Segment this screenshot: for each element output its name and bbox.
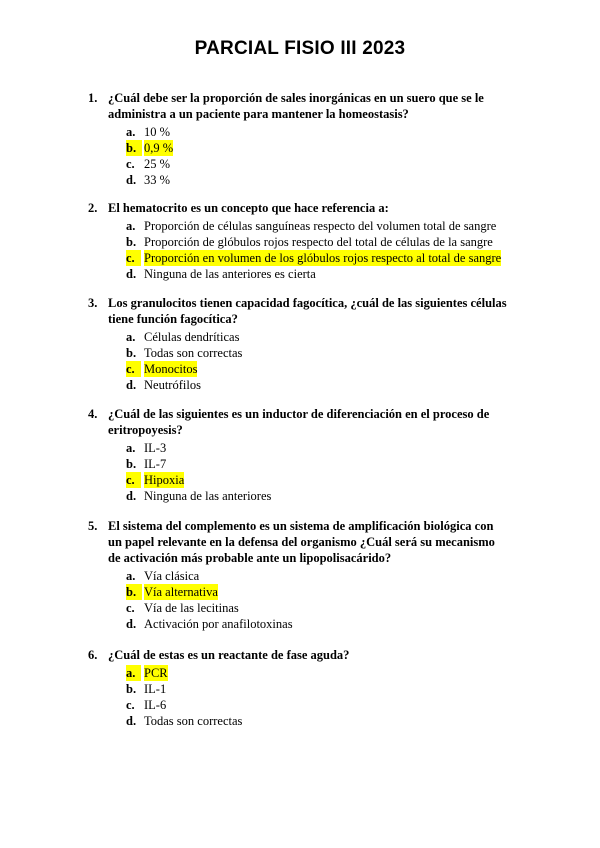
option-d[interactable]: d. Activación por anafilotoxinas [126, 617, 293, 631]
options-list [88, 329, 508, 393]
option-b[interactable]: b. Proporción de glóbulos rojos respecto del total de células de la sangre [126, 235, 493, 249]
options-list [88, 218, 508, 282]
question-number: 4. [88, 407, 98, 421]
option-d[interactable]: d. Ninguna de las anteriores [126, 489, 272, 503]
option-b-highlighted[interactable]: b. 0,9 % [126, 141, 174, 155]
question-1 [88, 90, 508, 188]
option-d[interactable]: d. 33 % [126, 173, 171, 187]
option-c-highlighted[interactable]: c. Proporción en volumen de los glóbulos rojos respecto al total de sangre [126, 251, 502, 265]
option-b[interactable]: b. IL-1 [126, 682, 167, 696]
question-6 [88, 647, 508, 729]
option-d[interactable]: d. Ninguna de las anteriores es cierta [126, 267, 316, 281]
option-c-highlighted[interactable]: c. Monocitos [126, 362, 198, 376]
question-3 [88, 295, 508, 393]
options-list [88, 440, 508, 504]
option-a[interactable]: a. Vía clásica [126, 569, 200, 583]
option-b[interactable]: b. IL-7 [126, 457, 167, 471]
question-text: El sistema del complemento es un sistema de amplificación biológica con un papel relevante en la defensa del organismo ¿Cuál será su mecanismo de activación más probable ante un lipopolisacárido? [108, 519, 495, 565]
option-d[interactable]: d. Neutrófilos [126, 378, 201, 392]
option-a[interactable]: a. Células dendríticas [126, 330, 240, 344]
option-c[interactable]: c. IL-6 [126, 698, 167, 712]
option-a-highlighted[interactable]: a. PCR [126, 666, 168, 680]
options-list [88, 568, 508, 632]
question-number: 5. [88, 519, 98, 533]
question-number: 6. [88, 648, 98, 662]
option-a[interactable]: a. Proporción de células sanguíneas respecto del volumen total de sangre [126, 219, 497, 233]
options-list [88, 124, 508, 188]
question-number: 2. [88, 201, 98, 215]
option-b-highlighted[interactable]: b. Vía alternativa [126, 585, 218, 599]
question-text: ¿Cuál debe ser la proporción de sales inorgánicas en un suero que se le administra a un paciente para mantener la homeostasis? [108, 91, 484, 121]
option-c[interactable]: c. Vía de las lecitinas [126, 601, 239, 615]
question-4 [88, 406, 508, 504]
option-a[interactable]: a. IL-3 [126, 441, 167, 455]
option-d[interactable]: d. Todas son correctas [126, 714, 243, 728]
question-number: 3. [88, 296, 98, 310]
question-text: Los granulocitos tienen capacidad fagocítica, ¿cuál de las siguientes células tiene función fagocítica? [108, 296, 507, 326]
option-a[interactable]: a. 10 % [126, 125, 171, 139]
question-text: ¿Cuál de estas es un reactante de fase aguda? [108, 648, 350, 662]
option-c[interactable]: c. 25 % [126, 157, 171, 171]
question-number: 1. [88, 91, 98, 105]
options-list [88, 665, 508, 729]
question-5 [88, 518, 508, 632]
option-c-highlighted[interactable]: c. Hipoxia [126, 473, 185, 487]
option-b[interactable]: b. Todas son correctas [126, 346, 243, 360]
page-title: PARCIAL FISIO III 2023 [194, 38, 406, 59]
question-text: ¿Cuál de las siguientes es un inductor de diferenciación en el proceso de eritropoyesis? [108, 407, 490, 437]
question-text: El hematocrito es un concepto que hace referencia a: [108, 201, 389, 215]
question-2 [88, 200, 508, 282]
